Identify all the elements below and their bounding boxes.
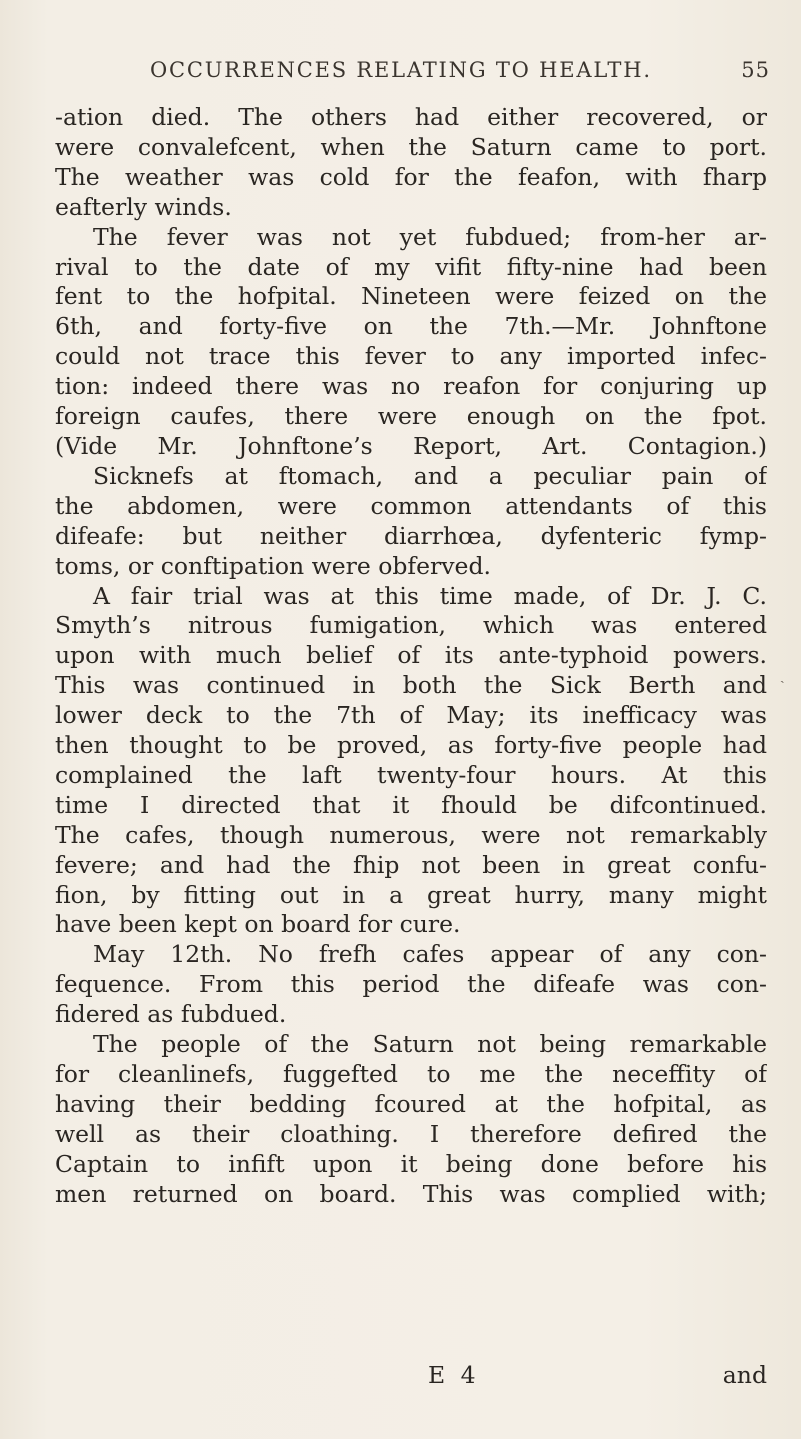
signature-mark: E 4 [428,1361,480,1389]
text-line: for cleanlinefs, fuggefted to me the neceffity of [55,1060,767,1088]
text-line: May 12th. No frefh cafes appear of any con- [93,940,767,969]
margin-tick-mark: ˎ [780,668,785,684]
text-line: A fair trial was at this time made, of Dr. J. C. [93,581,767,610]
text-line: The fever was not yet fubdued; from-her ar- [93,222,767,251]
text-line: then thought to be proved, as forty-five people had [55,731,767,760]
text-line: foreign caufes, there were enough on the fpot. [55,402,767,431]
text-line: men returned on board. This was complied with; [55,1179,767,1208]
catchword: and [722,1361,767,1389]
text-line: fevere; and had the fhip not been in great confu- [55,850,767,879]
text-line: toms, or conftipation were obferved. [55,551,491,580]
text-line: have been kept on board for cure. [55,910,461,939]
text-line: fequence. From this period the difeafe was con- [55,970,767,999]
text-line: fent to the hofpital. Nineteen were feized on the [55,282,767,311]
text-line: lower deck to the 7th of May; its inefficacy was [55,701,767,730]
text-line: fion, by fitting out in a great hurry, many might [55,880,767,909]
text-line: (Vide Mr. Johnftone’s Report, Art. Contagion.) [55,431,767,460]
text-line: were convalefcent, when the Saturn came to port. [55,132,767,161]
text-line: This was continued in both the Sick Berth and [55,671,767,700]
text-line: eafterly winds. [55,192,232,221]
text-line: The weather was cold for the feafon, with fharp [55,162,767,191]
page-footer [55,1360,767,1390]
text-line: The cafes, though numerous, were not remarkably [55,820,767,849]
text-line: -ation died. The others had either recovered, or [55,103,767,131]
text-line: difeafe: but neither diarrhœa, dyfenteric fymp- [55,521,767,550]
running-head-title: OCCURRENCES RELATING TO HEALTH. [150,58,652,82]
text-line: complained the laft twenty-four hours. At this [55,760,767,789]
text-line: Sicknefs at ftomach, and a peculiar pain of [93,461,767,490]
text-line: 6th, and forty-five on the 7th.—Mr. Johnftone [55,312,767,341]
text-line: upon with much belief of its ante-typhoid powers. [55,641,767,670]
text-line: fidered as fubdued. [55,1000,287,1029]
text-line: rival to the date of my vifit fifty-nine had been [55,252,767,281]
page-number: 55 [741,58,770,82]
running-head [150,58,770,82]
text-line: time I directed that it fhould be difcontinued. [55,790,767,819]
text-line: having their bedding fcoured at the hofpital, as [55,1089,767,1118]
text-line: Smyth’s nitrous fumigation, which was entered [55,611,767,640]
text-line: the abdomen, were common attendants of this [55,491,767,520]
body-text [55,103,767,1210]
text-line: The people of the Saturn not being remarkable [93,1030,767,1059]
text-line: could not trace this fever to any imported infec- [55,342,767,371]
text-line: well as their cloathing. I therefore defired the [55,1119,767,1148]
text-line: tion: indeed there was no reafon for conjuring up [55,372,767,401]
text-line: Captain to infift upon it being done before his [55,1149,767,1178]
